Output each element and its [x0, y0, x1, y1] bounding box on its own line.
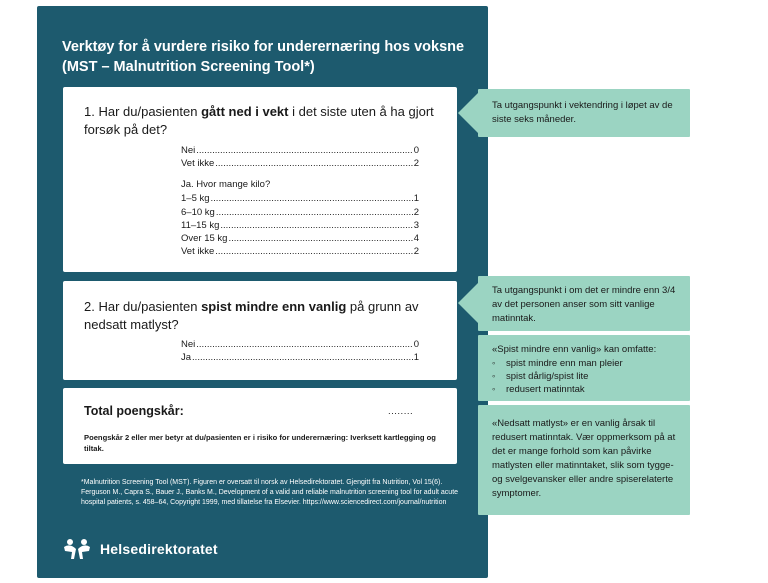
- list-item: ◦ spist mindre enn man pleier: [492, 357, 678, 370]
- list-item: ◦ redusert matinntak: [492, 383, 678, 396]
- option-row: Vet ikke ..... 2: [181, 245, 419, 258]
- note-eaten-less: «Spist mindre enn vanlig» kan omfatte: ◦ spist mindre enn man pleier ◦ spist dårlig/spist lite ◦ redusert matinntak: [478, 335, 690, 401]
- total-score-note: Poengskår 2 eller mer betyr at du/pasienten er i risiko for underernæring: Iverksett kartlegging og tiltak.: [84, 433, 436, 453]
- total-score-card: [63, 388, 457, 464]
- note-arrow: [458, 93, 478, 133]
- question-1-card: [63, 87, 457, 272]
- note-reduced-appetite: «Nedsatt matlyst» er en vanlig årsak til redusert matinntak. Vær oppmerksom på at det er mange forhold som kan påvirke matlysten eller matinntaket, slik som tygge- og svelgevansker eller andre spiserelaterte symptomer.: [478, 405, 690, 515]
- footnote: *Malnutrition Screening Tool (MST). Figuren er oversatt til norsk av Helsedirektoratet. Gjengitt fra Nutrition, Vol 15(6). Ferguson M., Capra S., Bauer J., Banks M., Development of a valid and reliable malnutrition screening tool for adult acute hospital patients, s. 458–64, Copyright 1999, med tillatelse fra Elsevier. https://www.sciencedirect.com/journal/nutrition: [81, 479, 459, 506]
- option-row: 11–15 kg ..... 3: [181, 219, 419, 232]
- weight-subheading: Ja. Hvor mange kilo?: [181, 179, 271, 190]
- brand-name: Helsedirektoratet: [100, 541, 218, 557]
- helsedirektoratet-logo-icon: [62, 537, 92, 561]
- note-weight-change: Ta utgangspunkt i vektendring i løpet av de siste seks måneder.: [478, 89, 690, 137]
- option-row: 6–10 kg ..... 2: [181, 206, 419, 219]
- option-row: Over 15 kg ..... 4: [181, 232, 419, 245]
- page-title: Verktøy for å vurdere risiko for underernæring hos voksne (MST – Malnutrition Screening Tool*): [62, 39, 465, 75]
- note-intake-threshold: Ta utgangspunkt i om det er mindre enn 3/4 av det personen anser som sitt vanlige matinntak.: [478, 276, 690, 331]
- total-score-label: Total poengskår:: [84, 404, 184, 418]
- note-bullet-list: [492, 357, 678, 396]
- option-row: Vet ikke ..... 2: [181, 157, 419, 170]
- brand: [62, 537, 218, 561]
- question-2-text: 2. Har du/pasienten spist mindre enn vanlig på grunn av nedsatt matlyst?: [84, 299, 419, 332]
- option-row: 1–5 kg ..... 1: [181, 192, 419, 205]
- option-row: Nei ..... 0: [181, 144, 419, 157]
- option-row: Nei ..... 0: [181, 338, 419, 351]
- option-row: Ja ..... 1: [181, 351, 419, 364]
- question-1-text: 1. Har du/pasienten gått ned i vekt i det siste uten å ha gjort forsøk på det?: [84, 104, 434, 137]
- list-item: ◦ spist dårlig/spist lite: [492, 370, 678, 383]
- note-arrow: [458, 283, 478, 323]
- total-score-value: ........: [388, 406, 414, 417]
- question-2-card: [63, 281, 457, 380]
